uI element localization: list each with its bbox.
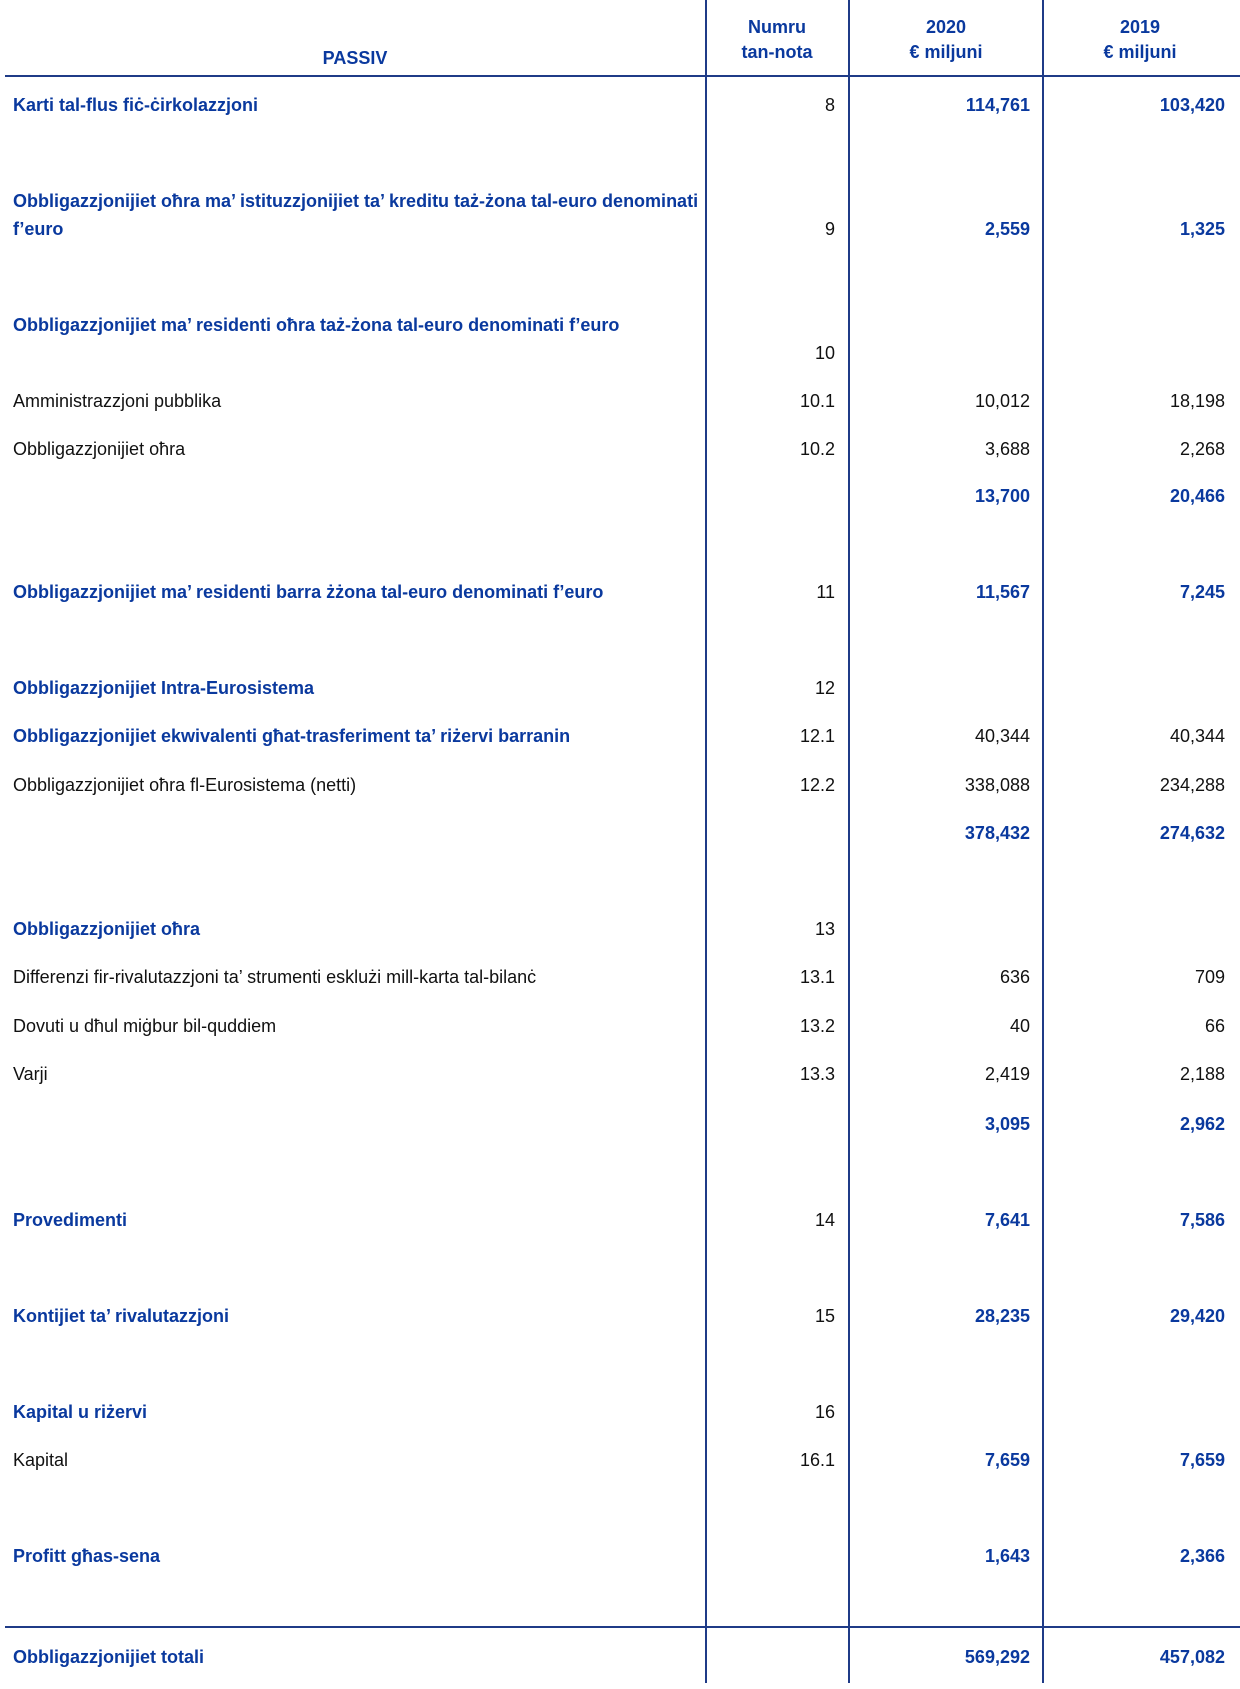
row-value-2019: 7,586 [1179,1210,1225,1230]
year-2020-header: 2020 [925,17,967,37]
subtotal-2019: 2,962 [1179,1114,1225,1134]
row-value-2020: 3,688 [984,439,1030,459]
subtotal-2019: 20,466 [1169,486,1225,506]
row-value-2020: 11,567 [975,582,1030,602]
row-label: Obbligazzjonijiet ma’ residenti barra żżona tal-euro denominati f’euro [13,582,604,602]
note-col-header-line1: Numru [748,17,806,37]
row-label: Kapital [13,1450,69,1470]
row-label: Obbligazzjonijiet Intra-Eurosistema [13,678,315,698]
row-note: 11 [816,582,835,602]
row-value-2019: 2,366 [1179,1546,1225,1566]
row-value-2019: 7,245 [1179,582,1225,602]
total-2020: 569,292 [964,1647,1030,1667]
row-value-2020: 636 [999,967,1030,987]
total-2019: 457,082 [1159,1647,1225,1667]
total-rule [5,1626,1240,1628]
unit-2019-header: € miljuni [1103,42,1177,62]
row-label: Varji [13,1064,48,1084]
row-label: Provedimenti [13,1210,128,1230]
row-note: 12.1 [799,726,835,746]
row-value-2020: 40 [1009,1016,1030,1036]
subtotal-2020: 3,095 [984,1114,1030,1134]
row-note: 10.1 [799,391,835,411]
row-label: Obbligazzjonijiet oħra ma’ istituzzjonijiet ta’ kreditu taż-żona tal-euro denominati f’euro [13,191,699,239]
row-note: 16 [814,1402,835,1422]
row-value-2020: 2,559 [984,219,1030,239]
row-value-2020: 114,761 [965,95,1030,115]
row-note: 15 [814,1306,835,1326]
row-note: 10 [814,343,835,363]
row-note: 13 [814,919,835,939]
section-title: PASSIV [322,48,388,68]
row-label: Dovuti u dħul miġbur bil-quddiem [13,1016,277,1036]
column-divider-label [705,0,707,1683]
subtotal-2019: 274,632 [1159,823,1225,843]
row-value-2020: 1,643 [984,1546,1030,1566]
unit-2020-header: € miljuni [909,42,983,62]
row-value-2019: 2,188 [1179,1064,1225,1084]
row-label: Obbligazzjonijiet oħra [13,919,201,939]
row-value-2019: 29,420 [1169,1306,1225,1326]
row-value-2019: 709 [1194,967,1225,987]
row-value-2020: 7,641 [984,1210,1030,1230]
row-value-2020: 338,088 [964,775,1030,795]
row-value-2019: 40,344 [1169,726,1225,746]
row-value-2019: 66 [1204,1016,1225,1036]
row-note: 12 [814,678,835,698]
row-value-2019: 2,268 [1179,439,1225,459]
row-value-2020: 40,344 [974,726,1030,746]
subtotal-2020: 378,432 [964,823,1030,843]
row-value-2020: 28,235 [974,1306,1030,1326]
row-note: 12.2 [799,775,835,795]
row-note: 9 [824,219,835,239]
row-label: Obbligazzjonijiet oħra [13,439,186,459]
row-note: 13.3 [799,1064,835,1084]
row-note: 16.1 [799,1450,835,1470]
year-2019-header: 2019 [1119,17,1161,37]
column-divider-note [848,0,850,1683]
row-value-2019: 1,325 [1179,219,1225,239]
row-value-2019: 18,198 [1169,391,1225,411]
row-note: 8 [824,95,835,115]
row-label: Obbligazzjonijiet ma’ residenti oħra taż-żona tal-euro denominati f’euro [13,315,620,335]
row-label: Karti tal-flus fiċ-ċirkolazzjoni [13,95,259,115]
row-label: Amministrazzjoni pubblika [13,391,222,411]
subtotal-2020: 13,700 [974,486,1030,506]
header-rule [5,75,1240,77]
row-value-2020: 10,012 [974,391,1030,411]
row-value-2019: 7,659 [1179,1450,1225,1470]
note-col-header-line2: tan-nota [741,42,813,62]
row-note: 13.1 [799,967,835,987]
row-value-2019: 103,420 [1159,95,1225,115]
row-note: 13.2 [799,1016,835,1036]
row-note: 14 [814,1210,835,1230]
row-label: Obbligazzjonijiet ekwivalenti għat-trasferiment ta’ riżervi barranin [13,726,571,746]
row-label: Kapital u riżervi [13,1402,148,1422]
row-label: Differenzi fir-rivalutazzjoni ta’ strumenti esklużi mill-karta tal-bilanċ [13,967,537,987]
column-divider-2020 [1042,0,1044,1683]
row-label: Obbligazzjonijiet oħra fl-Eurosistema (netti) [13,775,357,795]
row-value-2019: 234,288 [1159,775,1225,795]
row-value-2020: 7,659 [984,1450,1030,1470]
row-note: 10.2 [799,439,835,459]
row-label: Kontijiet ta’ rivalutazzjoni [13,1306,230,1326]
total-label: Obbligazzjonijiet totali [13,1647,204,1667]
row-value-2020: 2,419 [984,1064,1030,1084]
row-label: Profitt għas-sena [13,1546,161,1566]
